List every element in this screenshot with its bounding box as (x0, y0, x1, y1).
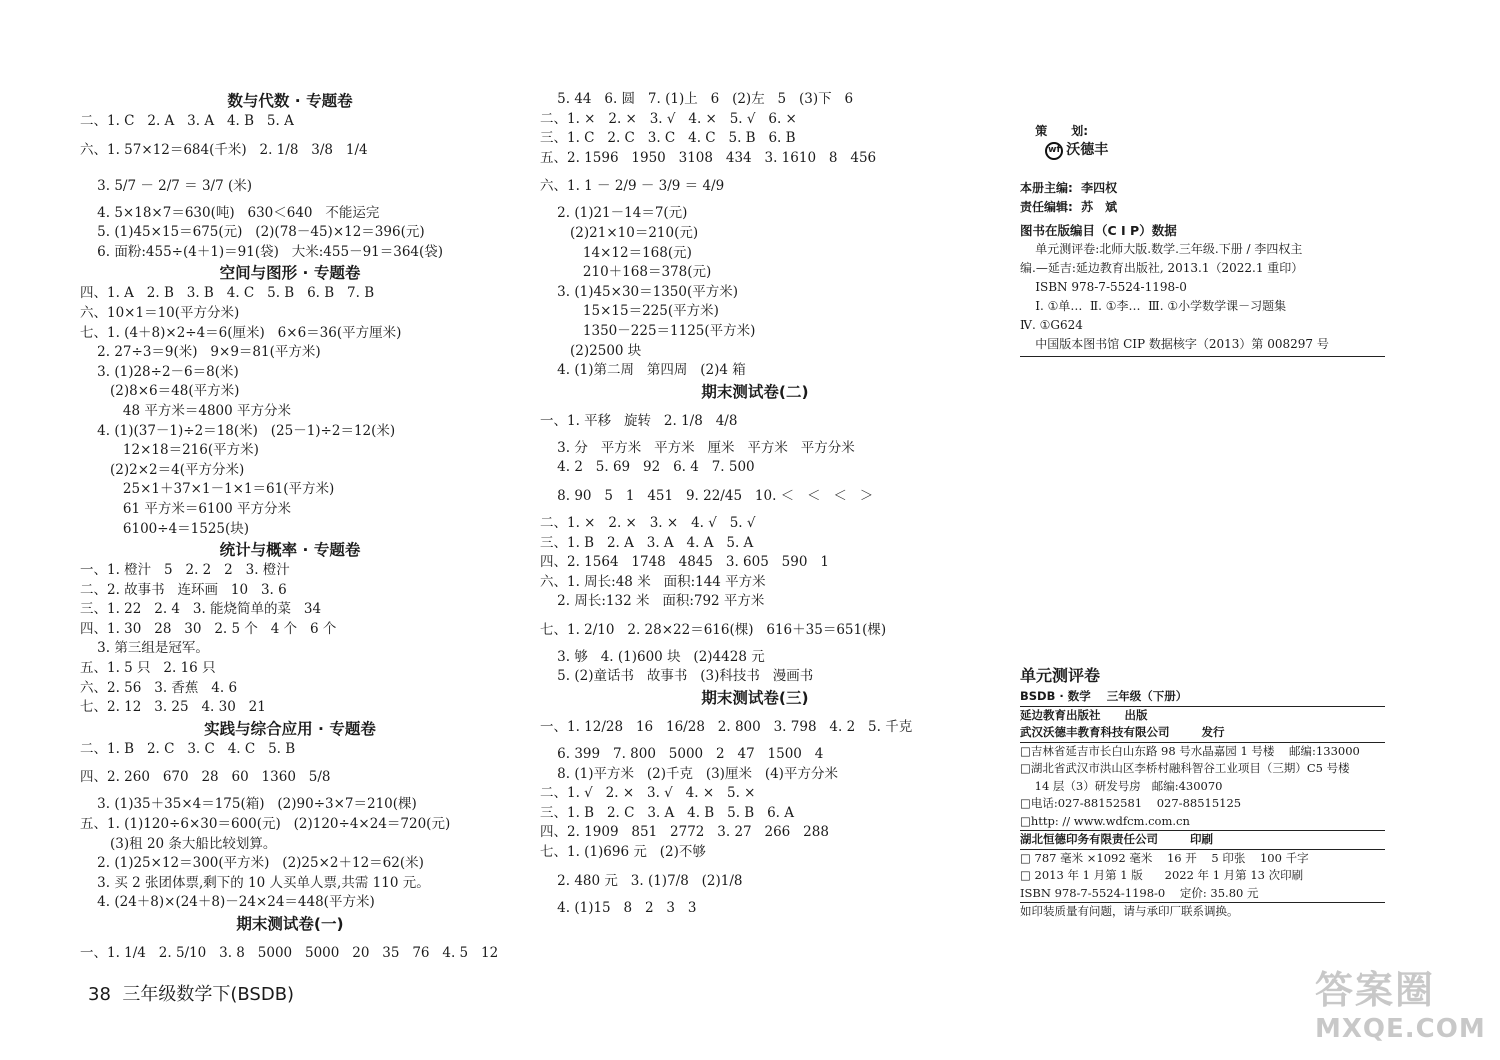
answer-column-middle (540, 90, 940, 918)
answer-line: 五、2. 1596 1950 3108 434 3. 1610 8 456 (540, 149, 877, 166)
wodefeng-logo-icon: wf (1045, 142, 1063, 160)
imprint-credits (1020, 103, 1385, 357)
address-line: □电话:027-88152581 027-88515125 (1020, 796, 1242, 810)
answer-line: 4. (1)第二周 第四周 (2)4 箱 (540, 362, 746, 379)
answer-column-left (80, 90, 499, 971)
cip-data-block (1020, 221, 1385, 357)
answer-line: 4. (24＋8)×(24＋8)－24×24＝448(平方米) (80, 894, 375, 911)
spec-line: □ 787 毫米 ×1092 毫米 16 开 5 印张 100 千字 (1020, 850, 1309, 865)
answer-line: 3. (1)45×30＝1350(平方米) (540, 283, 739, 300)
colophon (1020, 664, 1385, 921)
answer-line: (2)2500 块 (540, 342, 642, 359)
answer-line: 61 平方米＝6100 平方分米 (80, 500, 292, 517)
answer-line: 48 平方米＝4800 平方分米 (80, 402, 292, 419)
section-title: 数与代数 · 专题卷 (227, 92, 353, 110)
answer-line: (2)2×2＝4(平方分米) (80, 461, 245, 478)
planning-label: 策 划: (1035, 124, 1089, 138)
answer-line: 六、1. 周长:48 米 面积:144 平方米 (540, 573, 766, 590)
answer-line: 3. 分 平方米 平方米 厘米 平方米 平方分米 (540, 439, 855, 456)
address-lines (1020, 743, 1385, 832)
answer-line: 二、1. × 2. × 3. × 4. √ 5. √ (540, 514, 756, 531)
spec-line: ISBN 978-7-5524-1198-0 定价: 35.80 元 (1020, 885, 1259, 900)
answer-line: 4. 5×18×7＝630(吨) 630＜640 不能运完 (80, 204, 380, 221)
section-title: 期末测试卷(二) (701, 382, 809, 401)
answer-line: 2. 27÷3＝9(米) 9×9＝81(平方米) (80, 344, 321, 361)
answer-line: 一、1. 1/4 2. 5/10 3. 8 5000 5000 20 35 76 4. 5 12 (80, 945, 499, 961)
cip-line: 编.—延吉:延边教育出版社, 2013.1（2022.1 重印） (1020, 261, 1304, 275)
answer-line: 5. (1)45×15＝675(元) (2)(78－45)×12＝396(元) (80, 224, 425, 241)
answer-line: 四、2. 260 670 28 60 1360 5/8 (80, 769, 331, 786)
answer-line: 二、1. C 2. A 3. A 4. B 5. A (80, 113, 294, 129)
cip-line: Ⅰ. ①单… Ⅱ. ①李… Ⅲ. ①小学数学课－习题集 (1020, 299, 1287, 313)
answer-line: 15×15＝225(平方米) (540, 303, 719, 320)
wodefeng-logo-text: 沃德丰 (1066, 142, 1109, 158)
answer-line: 六、2. 56 3. 香蕉 4. 6 (80, 679, 238, 696)
cip-line: Ⅳ. ①G624 (1020, 318, 1083, 332)
answer-line: 2. 480 元 3. (1)7/8 (2)1/8 (540, 872, 743, 889)
answer-line: 2. (1)25×12＝300(平方米) (2)25×2＋12＝62(米) (80, 855, 424, 872)
watermark-bottom: MXQE.COM (1315, 1014, 1486, 1044)
answer-line: 七、1. (4＋8)×2÷4＝6(厘米) 6×6＝36(平方厘米) (80, 324, 402, 341)
book-title: 单元测评卷 (1020, 666, 1101, 685)
answer-line: 四、1. 30 28 30 2. 5 个 4 个 6 个 (80, 620, 337, 637)
series-line: BSDB · 数学 三年级（下册） (1020, 688, 1385, 707)
answer-line: 四、2. 1909 851 2772 3. 27 266 288 (540, 824, 829, 841)
answer-line: 12×18＝216(平方米) (80, 442, 259, 459)
address-line: 14 层（3）研发号房 邮编:430070 (1020, 778, 1223, 793)
answer-line: 14×12＝168(元) (540, 244, 692, 261)
planning-row (1020, 103, 1385, 179)
page-footer (88, 980, 294, 1006)
answer-line: 3. (1)35＋35×4＝175(箱) (2)90÷3×7＝210(棵) (80, 796, 417, 813)
answer-line: 七、1. 2/10 2. 28×22＝616(棵) 616＋35＝651(棵) (540, 621, 887, 638)
answer-line: (2)8×6＝48(平方米) (80, 383, 240, 400)
answer-line: 8. 90 5 1 451 9. 22/45 10. ＜ ＜ ＜ ＞ (540, 487, 874, 504)
answer-line: (2)21×10＝210(元) (540, 224, 699, 241)
answer-line: 5. (2)童话书 故事书 (3)科技书 漫画书 (540, 668, 814, 685)
editor-in-chief: 本册主编: 李四权 (1020, 181, 1118, 195)
answer-line: 二、2. 故事书 连环画 10 3. 6 (80, 581, 287, 598)
spec-line: □ 2013 年 1 月第 1 版 2022 年 1 月第 13 次印刷 (1020, 868, 1304, 882)
address-line: □吉林省延吉市长白山东路 98 号水晶嘉园 1 号楼 邮编:133000 (1020, 743, 1360, 758)
answer-line: 1350－225＝1125(平方米) (540, 322, 756, 339)
wodefeng-logo (1045, 141, 1108, 160)
answer-line: 六、1. 57×12＝684(千米) 2. 1/8 3/8 1/4 (80, 141, 368, 158)
answer-line: 六、10×1＝10(平方分米) (80, 304, 240, 321)
answer-line: 4. (1)(37－1)÷2＝18(米) (25－1)÷2＝12(米) (80, 422, 396, 439)
answer-line: 七、2. 12 3. 25 4. 30 21 (80, 699, 266, 716)
answer-line: 三、1. B 2. A 3. A 4. A 5. A (540, 534, 754, 551)
answer-line: 8. (1)平方米 (2)千克 (3)厘米 (4)平方分米 (540, 765, 838, 782)
answer-line: 七、1. (1)696 元 (2)不够 (540, 844, 706, 861)
answer-line: 三、1. C 2. C 3. C 4. C 5. B 6. B (540, 130, 796, 147)
answer-line: 5. 44 6. 圆 7. (1)上 6 (2)左 5 (3)下 6 (540, 91, 854, 107)
cip-line: ISBN 978-7-5524-1198-0 (1020, 280, 1187, 294)
cip-lines (1020, 240, 1385, 354)
distributor-line: 武汉沃德丰教育科技有限公司 发行 (1020, 724, 1385, 743)
answer-line: 六、1. 1 － 2/9 － 3/9 ＝ 4/9 (540, 178, 725, 195)
answer-line: 四、1. A 2. B 3. B 4. C 5. B 6. B 7. B (80, 285, 375, 302)
answer-line: 三、1. B 2. C 3. A 4. B 5. B 6. A (540, 804, 794, 821)
answer-line: 6100÷4＝1525(块) (80, 520, 250, 537)
answer-line: 三、1. 22 2. 4 3. 能烧简单的菜 34 (80, 601, 322, 618)
answer-line: 四、2. 1564 1748 4845 3. 605 590 1 (540, 554, 829, 571)
answer-line: 3. (1)28÷2－6＝8(米) (80, 363, 239, 380)
answer-line: 一、1. 平移 旋转 2. 1/8 4/8 (540, 412, 738, 429)
section-title: 统计与概率 · 专题卷 (219, 541, 361, 560)
quality-notice: 如印装质量有问题，请与承印厂联系调换。 (1020, 904, 1239, 918)
watermark (1315, 968, 1495, 1056)
answer-line: 3. 5/7 － 2/7 ＝ 3/7 (米) (80, 177, 253, 194)
answer-line: 4. (1)15 8 2 3 3 (540, 899, 697, 916)
answer-line: 2. 周长:132 米 面积:792 平方米 (540, 593, 765, 610)
section-title: 期末测试卷(三) (701, 689, 809, 708)
printer-line: 湖北恒德印务有限责任公司 印刷 (1020, 831, 1385, 850)
answer-line: 2. (1)21－14＝7(元) (540, 205, 688, 222)
book-label: 三年级数学下(BSDB) (122, 984, 295, 1005)
responsible-editor: 责任编辑: 苏 斌 (1020, 200, 1118, 214)
answer-line: 4. 2 5. 69 92 6. 4 7. 500 (540, 459, 755, 476)
answer-line: 二、1. B 2. C 3. C 4. C 5. B (80, 740, 296, 757)
answer-line: 210＋168＝378(元) (540, 264, 712, 281)
cip-title: 图书在版编目（C I P）数据 (1020, 223, 1177, 238)
answer-line: 3. 买 2 张团体票,剩下的 10 人买单人票,共需 110 元。 (80, 874, 430, 891)
address-line: □http: // www.wdfcm.com.cn (1020, 813, 1190, 828)
answer-line: 二、1. √ 2. × 3. √ 4. × 5. × (540, 785, 756, 802)
answer-line: 一、1. 橙汁 5 2. 2 2 3. 橙汁 (80, 562, 290, 579)
answer-line: 3. 第三组是冠军。 (80, 640, 209, 657)
publisher-line: 延边教育出版社 出版 (1020, 707, 1148, 722)
answer-line: 五、1. (1)120÷6×30＝600(元) (2)120÷4×24＝720(元) (80, 816, 451, 833)
section-title: 实践与综合应用 · 专题卷 (204, 719, 376, 738)
answer-line: 6. 399 7. 800 5000 2 47 1500 4 (540, 746, 824, 763)
cip-line: 单元测评卷:北师大版.数学.三年级.下册 / 李四权主 (1020, 242, 1303, 256)
answer-line: 3. 够 4. (1)600 块 (2)4428 元 (540, 648, 765, 665)
spec-lines (1020, 850, 1385, 904)
answer-line: 25×1＋37×1－1×1＝61(平方米) (80, 481, 335, 498)
answer-line: 一、1. 12/28 16 16/28 2. 800 3. 798 4. 2 5. 千克 (540, 719, 913, 736)
section-title: 空间与图形 · 专题卷 (219, 264, 361, 283)
answer-line: 五、1. 5 只 2. 16 只 (80, 660, 216, 677)
answer-line: (3)租 20 条大船比较划算。 (80, 835, 277, 852)
page-number: 38 (88, 984, 111, 1005)
answer-line: 二、1. × 2. × 3. √ 4. × 5. √ 6. × (540, 110, 797, 127)
section-title: 期末测试卷(一) (236, 915, 344, 933)
answer-line: 6. 面粉:455÷(4＋1)＝91(袋) 大米:455－91＝364(袋) (80, 243, 444, 260)
watermark-top: 答案圈 (1315, 968, 1436, 1012)
cip-line: 中国版本图书馆 CIP 数据核字（2013）第 008297 号 (1020, 337, 1329, 351)
address-line: □湖北省武汉市洪山区李桥村融科智谷工业项目（三期）C5 号楼 (1020, 761, 1350, 775)
